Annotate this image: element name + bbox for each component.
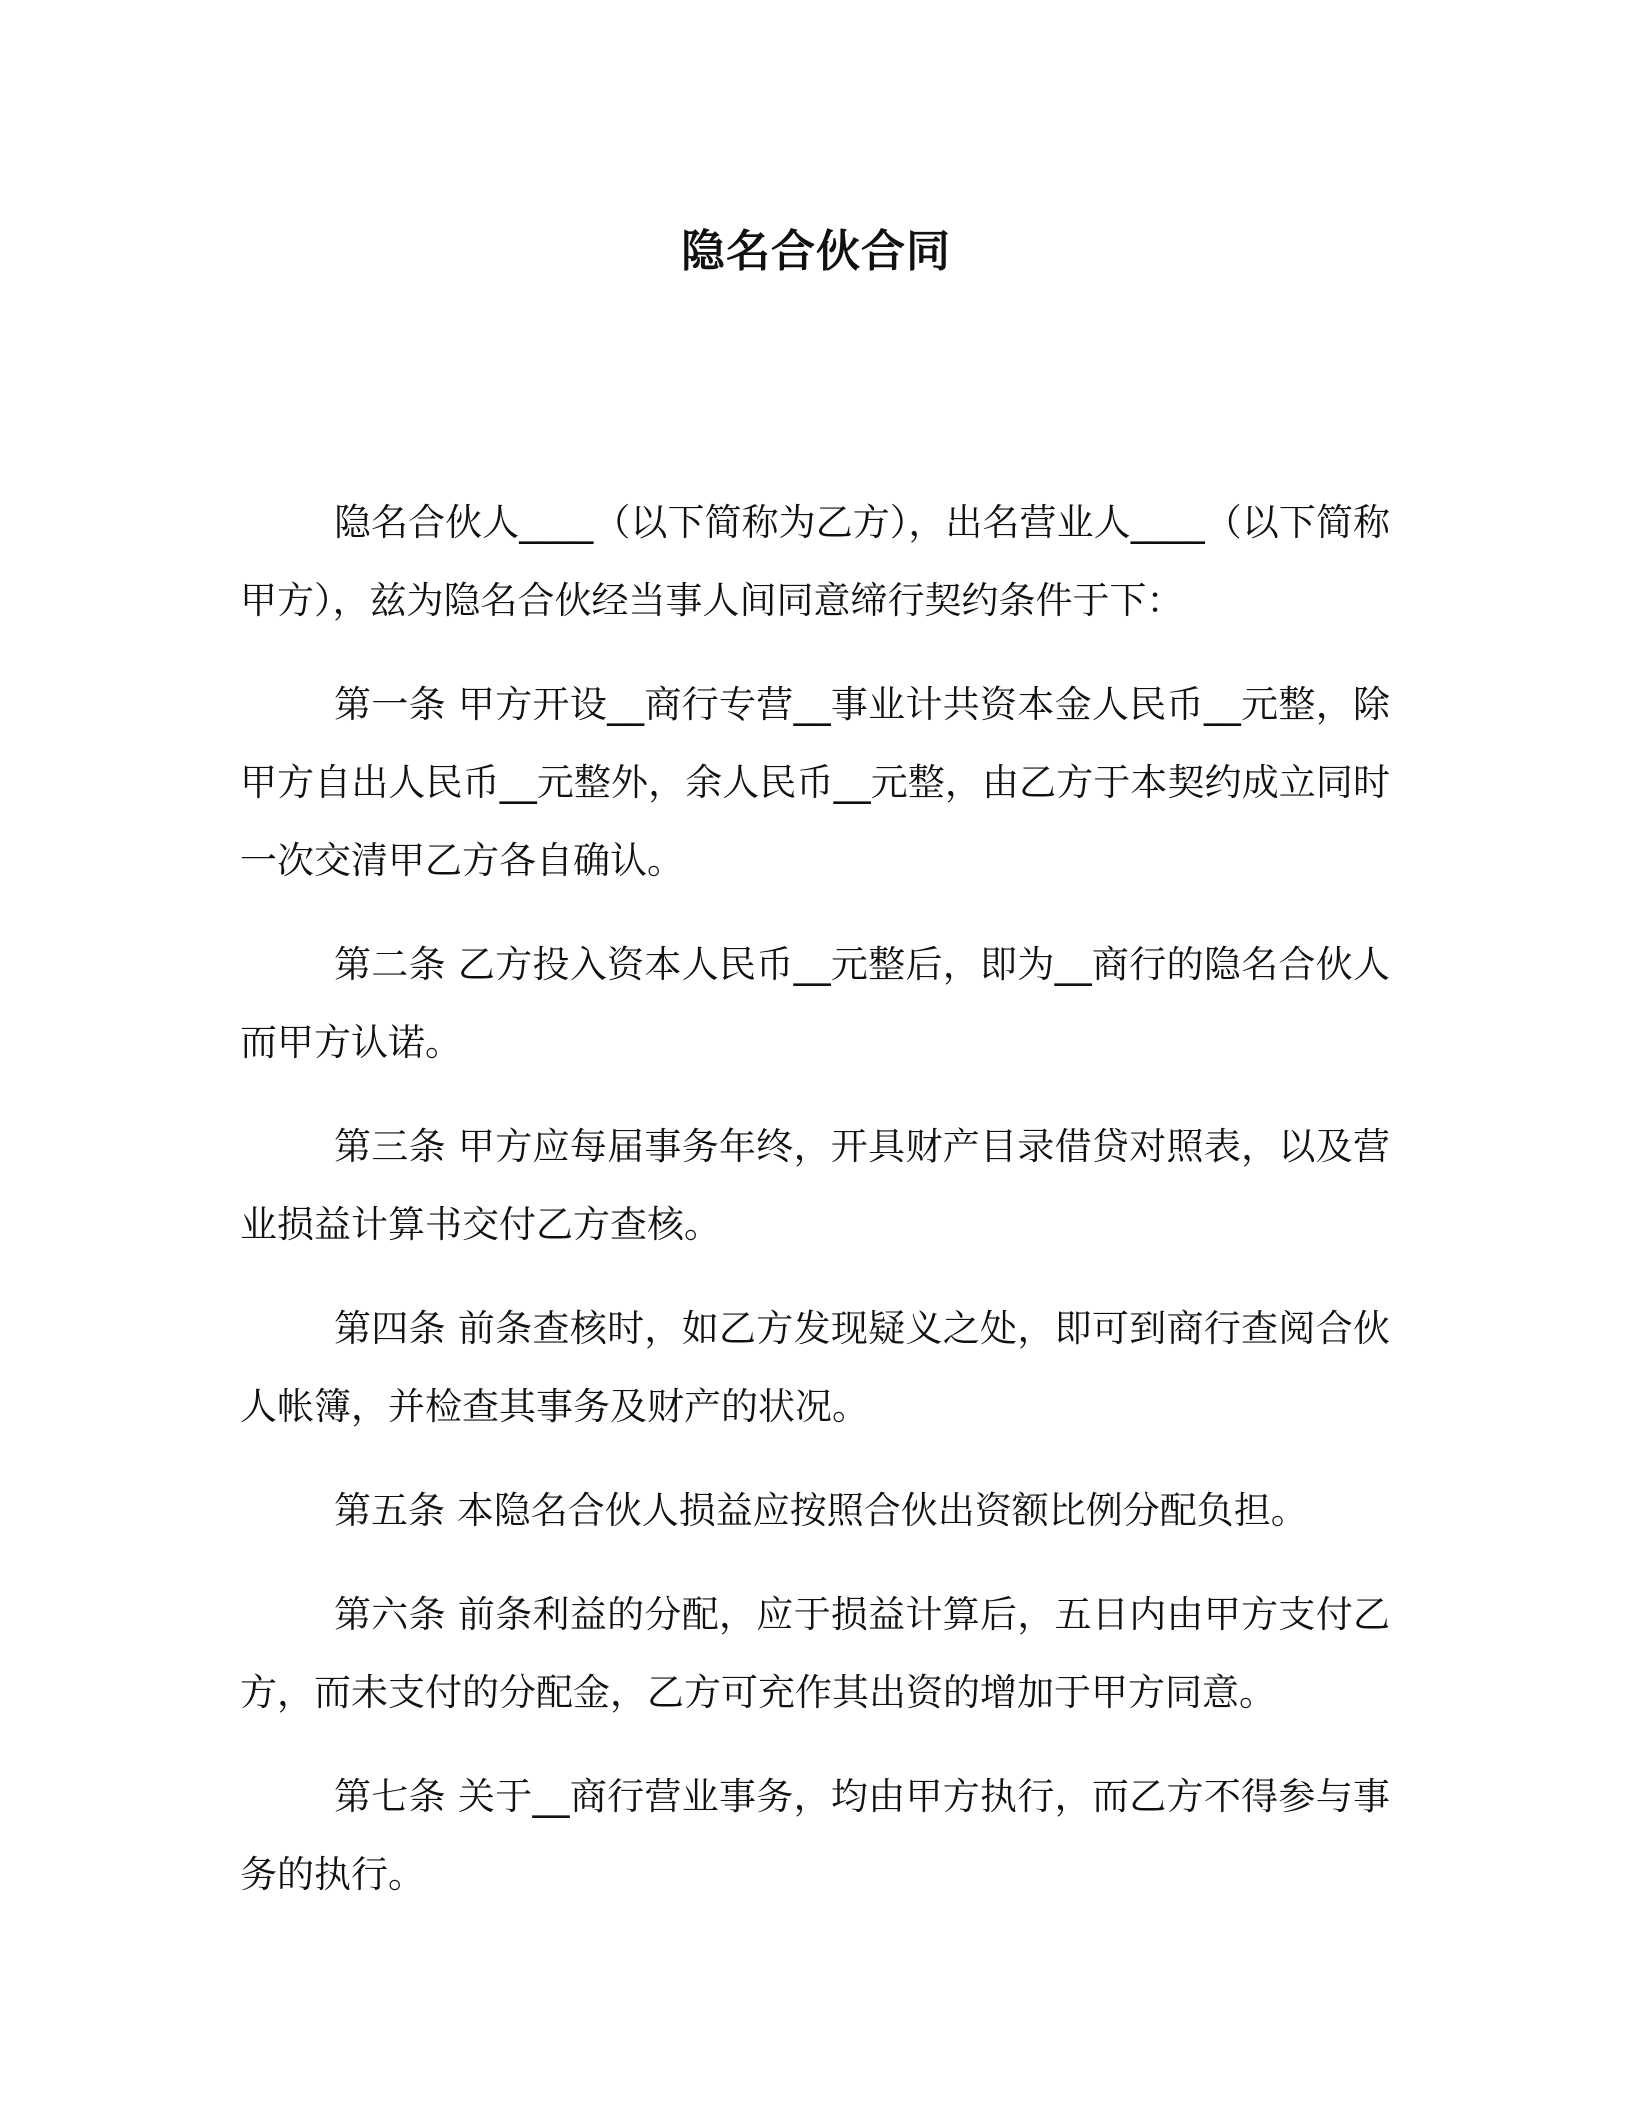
article-7-paragraph: 第七条 关于__商行营业事务，均由甲方执行，而乙方不得参与事务的执行。	[240, 1775, 1390, 1896]
article-2-paragraph: 第二条 乙方投入资本人民币__元整后，即为__商行的隐名合伙人而甲方认诺。	[240, 943, 1390, 1064]
preamble-paragraph: 隐名合伙人____（以下简称为乙方），出名营业人____（以下简称甲方），兹为隐名合伙经当事人间同意缔行契约条件于下：	[240, 501, 1390, 622]
article-4-paragraph: 第四条 前条查核时，如乙方发现疑义之处，即可到商行查阅合伙人帐簿，并检查其事务及财产的状况。	[240, 1307, 1390, 1428]
article-1-paragraph: 第一条 甲方开设__商行专营__事业计共资本金人民币__元整，除甲方自出人民币__元整外，余人民币__元整，由乙方于本契约成立同时一次交清甲乙方各自确认。	[240, 683, 1390, 882]
article-3-paragraph: 第三条 甲方应每届事务年终，开具财产目录借贷对照表，以及营业损益计算书交付乙方查核。	[240, 1125, 1390, 1246]
document-title: 隐名合伙合同	[681, 226, 951, 277]
article-6-paragraph: 第六条 前条利益的分配，应于损益计算后，五日内由甲方支付乙方，而未支付的分配金，乙方可充作其出资的增加于甲方同意。	[240, 1593, 1390, 1714]
document-body	[240, 484, 1390, 1940]
article-5-paragraph: 第五条 本隐名合伙人损益应按照合伙出资额比例分配负担。	[334, 1489, 1308, 1532]
